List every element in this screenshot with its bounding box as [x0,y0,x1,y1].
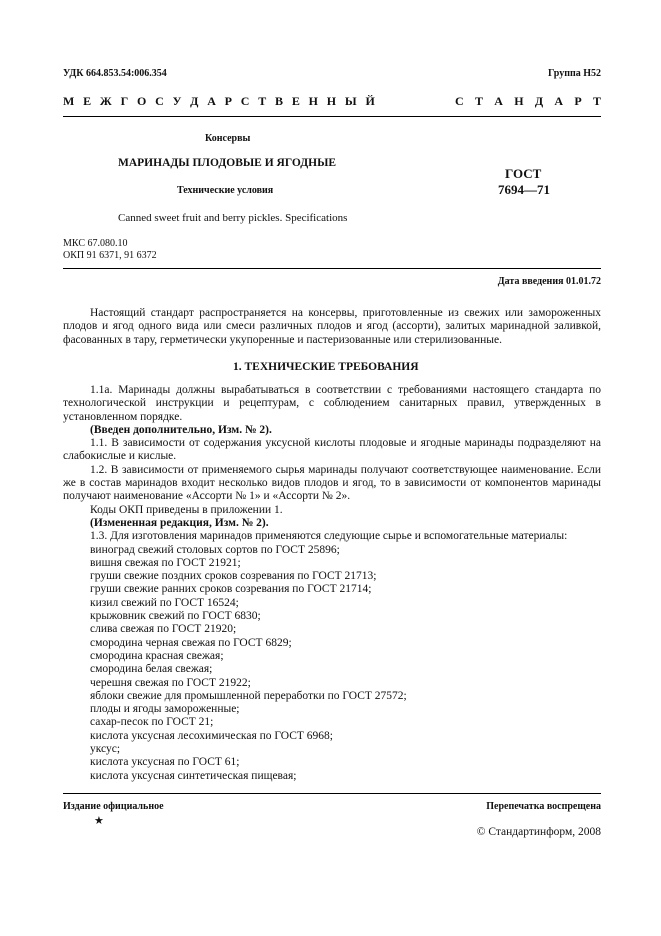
header-rule [63,116,601,117]
banner-interstate-letter: Ы [344,94,357,108]
material-item: груши свежие ранних сроков созревания по ГОСТ 21714; [90,583,372,596]
amendment-note-1: (Введен дополнительно, Изм. № 2). [90,423,272,436]
material-item: кислота уксусная лесохимическая по ГОСТ 6968; [90,729,333,742]
material-item: виноград свежий столовых сортов по ГОСТ 25896; [90,543,340,556]
banner-standard-letter: Н [514,94,524,108]
banner-standard-letter: А [554,94,564,108]
gost-number: 7694—71 [498,182,550,197]
intro-block [63,307,601,347]
banner-standard-letter: Т [592,94,601,108]
footer-rule [63,793,601,794]
material-item: груши свежие поздних сроков созревания по ГОСТ 21713; [90,570,377,583]
material-item: смородина красная свежая; [90,649,224,662]
reprint-forbidden: Перепечатка воспрещена [486,801,601,812]
banner-interstate-letter: Й [365,94,375,108]
banner-interstate [63,94,375,109]
material-item: вишня свежая по ГОСТ 21921; [90,556,241,569]
banner-interstate-letter: Д [190,94,199,108]
document-title: МАРИНАДЫ ПЛОДОВЫЕ И ЯГОДНЫЕ [118,157,337,169]
banner-interstate-letter: Г [120,94,129,108]
banner-standard [455,94,601,109]
banner-standard-letter: С [455,94,464,108]
category: Консервы [205,133,251,144]
copyright: © Стандартинформ, 2008 [476,826,601,838]
paragraph-1-1: 1.1. В зависимости от содержания уксусной кислоты плодовые и ягодные маринады подразделяют на слабокислые и кислые. [63,437,601,463]
english-title: Canned sweet fruit and berry pickles. Specifications [118,212,348,224]
banner-interstate-letter: Н [326,94,337,108]
official-edition: Издание официальное [63,801,164,812]
mks-code: МКС 67.080.10 [63,238,128,249]
paragraph-1-3: 1.3. Для изготовления маринадов применяются следующие сырье и вспомогательные материалы: [90,530,568,543]
effective-date [498,276,601,287]
material-item: кислота уксусная синтетическая пищевая; [90,769,297,782]
banner-interstate-letter: А [207,94,216,108]
material-item: смородина белая свежая; [90,663,213,676]
section-body [63,384,601,783]
banner-standard-letter: А [494,94,503,108]
effective-date-label: Дата введения [497,276,566,287]
material-item: кизил свежий по ГОСТ 16524; [90,596,239,609]
banner-standard-letter: Д [534,94,544,108]
paragraph-1-2: 1.2. В зависимости от применяемого сырья маринады получают соответствующее наименование. Если же в состав маринадов входит несколько видов плодов и ягод, то в зависимости от компонентов маринады получают наименование «Ассорти № 1» и «Ассорти № 2». [63,463,601,503]
udc-code: УДК 664.853.54:006.354 [63,68,167,79]
intro-paragraph: Настоящий стандарт распространяется на консервы, приготовленные из свежих или замороженных плодов и ягод одного вида или смеси различных плодов и ягод (ассорти), залитых маринадной заливкой, фасованных в тару, герметически укупоренные и пастеризованные или стерилизованные. [63,307,601,346]
material-item: черешня свежая по ГОСТ 21922; [90,676,251,689]
banner-interstate-letter: В [275,94,284,108]
okp-codes-note: Коды ОКП приведены в приложении 1. [90,503,283,516]
section-title: 1. ТЕХНИЧЕСКИЕ ТРЕБОВАНИЯ [233,361,419,373]
material-item: крыжовник свежий по ГОСТ 6830; [90,610,261,623]
material-item: слива свежая по ГОСТ 21920; [90,623,237,636]
banner-interstate-letter: С [240,94,250,108]
group-code: Группа Н52 [548,68,601,79]
material-item: смородина черная свежая по ГОСТ 6829; [90,636,292,649]
effective-date-value: 01.01.72 [566,276,601,287]
material-item: кислота уксусная по ГОСТ 61; [90,756,240,769]
banner-interstate-letter: С [155,94,164,108]
material-item: уксус; [90,743,121,756]
material-item: плоды и ягоды замороженные; [90,703,240,716]
okp-code: ОКП 91 6371, 91 6372 [63,250,157,261]
document-subtitle: Технические условия [177,185,274,196]
banner-standard-letter: Т [474,94,483,108]
banner-interstate-letter: Н [308,94,318,108]
banner-interstate-letter: Е [291,94,300,108]
gost-label: ГОСТ [505,166,542,181]
title-rule [63,268,601,269]
banner-interstate-letter: У [172,94,182,108]
amendment-note-2: (Измененная редакция, Изм. № 2). [90,516,269,529]
materials-list [63,544,601,783]
paragraph-1-1a: 1.1а. Маринады должны вырабатываться в соответствии с требованиями настоящего стандарта по технологической инструкции и рецептурам, с соблюдением санитарных правил, утвержденных в установленном порядке. [63,384,601,423]
star-icon: ★ [94,815,104,827]
material-item: яблоки свежие для промышленной переработки по ГОСТ 27572; [90,689,407,702]
material-item: сахар-песок по ГОСТ 21; [90,716,214,729]
banner-standard-letter: Р [574,94,582,108]
banner-interstate-letter: Е [83,94,92,108]
banner-interstate-letter: О [136,94,147,108]
banner-interstate-letter: Р [224,94,232,108]
banner-interstate-letter: Т [258,94,267,108]
banner-interstate-letter: Ж [99,94,112,108]
banner-interstate-letter: М [63,94,75,108]
